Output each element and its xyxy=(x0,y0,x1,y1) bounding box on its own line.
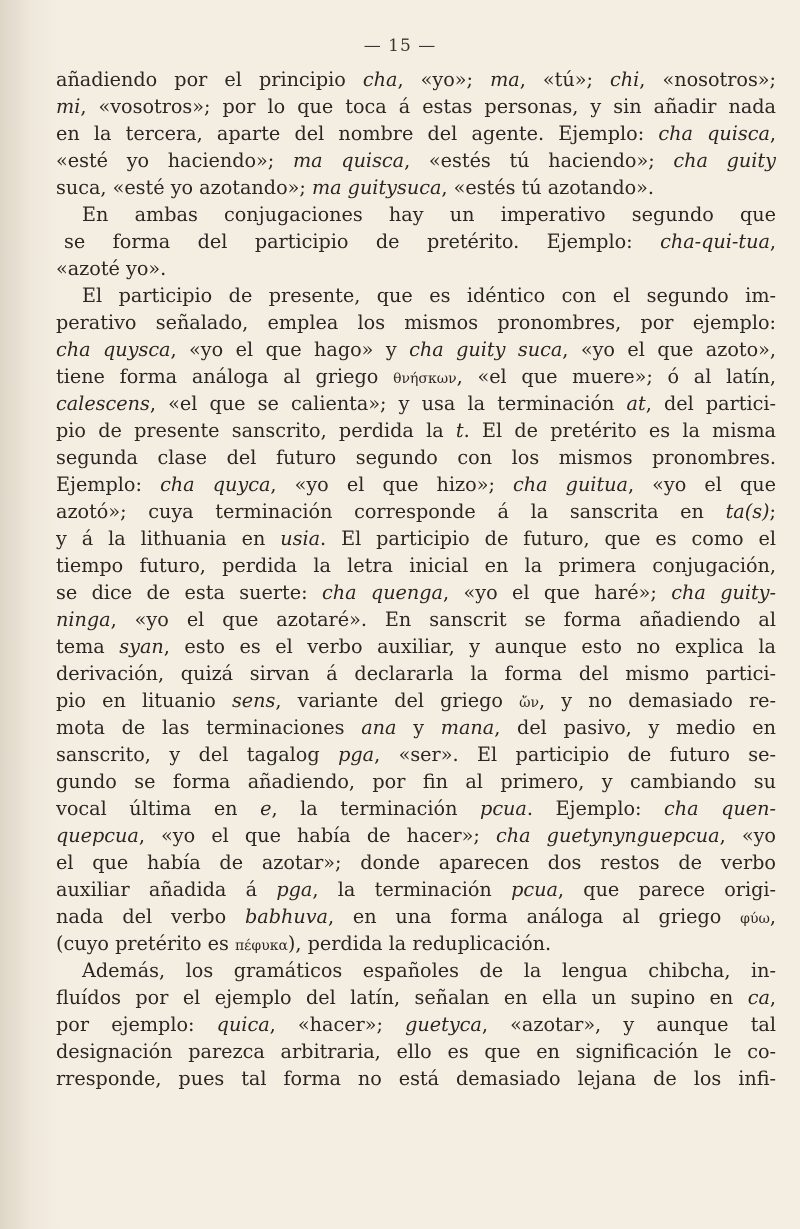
body-text xyxy=(56,66,776,1092)
text-line: mota de las terminaciones ana y mana, del pasivo, y medio en xyxy=(56,716,776,739)
text-line: en la tercera, aparte del nombre del agente. Ejemplo: cha quisca, xyxy=(56,122,776,145)
text-line: nada del verbo babhuva, en una forma análoga al griego φύω, xyxy=(56,905,776,928)
text-line: el que había de azotar»; donde aparecen dos restos de verbo xyxy=(56,851,776,874)
text-line: Además, los gramáticos españoles de la lengua chibcha, in- xyxy=(82,959,776,982)
text-line: ninga, «yo el que azotaré». En sanscrit se forma añadiendo al xyxy=(56,608,776,631)
text-line: Ejemplo: cha quyca, «yo el que hizo»; cha guitua, «yo el que xyxy=(56,473,776,496)
text-line: añadiendo por el principio cha, «yo»; ma, «tú»; chi, «nosotros»; xyxy=(56,68,776,91)
text-line: tiempo futuro, perdida la letra inicial en la primera conjugación, xyxy=(56,554,776,577)
text-line: pio de presente sanscrito, perdida la t. El de pretérito es la misma xyxy=(56,419,776,442)
text-line: En ambas conjugaciones hay un imperativo segundo que xyxy=(82,203,776,226)
text-line: suca, «esté yo azotando»; ma guitysuca, «estés tú azotando». xyxy=(56,176,654,199)
text-line: vocal última en e, la terminación pcua. Ejemplo: cha quen- xyxy=(56,797,776,820)
text-line: rresponde, pues tal forma no está demasiado lejana de los infi- xyxy=(56,1067,776,1090)
text-line: tiene forma análoga al griego θνήσκων, «el que muere»; ó al latín, xyxy=(56,365,776,388)
text-line: auxiliar añadida á pga, la terminación pcua, que parece origi- xyxy=(56,878,776,901)
text-line: se forma del participio de pretérito. Ejemplo: cha-qui-tua, xyxy=(64,230,776,253)
text-line: «azoté yo». xyxy=(56,257,167,280)
text-line: calescens, «el que se calienta»; y usa la terminación at, del partici- xyxy=(56,392,776,415)
text-line: mi, «vosotros»; por lo que toca á estas personas, y sin añadir nada xyxy=(56,95,776,118)
text-line: perativo señalado, emplea los mismos pronombres, por ejemplo: xyxy=(56,311,776,334)
text-line: tema syan, esto es el verbo auxiliar, y aunque esto no explica la xyxy=(56,635,776,658)
page-number: — 15 — xyxy=(363,36,437,56)
text-line: segunda clase del futuro segundo con los mismos pronombres. xyxy=(56,446,776,469)
text-line: y á la lithuania en usia. El participio de futuro, que es como el xyxy=(56,527,776,550)
text-line: derivación, quizá sirvan á declararla la forma del mismo partici- xyxy=(56,662,776,685)
text-line: gundo se forma añadiendo, por fin al primero, y cambiando su xyxy=(56,770,776,793)
text-line: (cuyo pretérito es πέφυκα), perdida la reduplicación. xyxy=(56,932,552,955)
text-line: por ejemplo: quica, «hacer»; guetyca, «azotar», y aunque tal xyxy=(56,1013,776,1036)
text-line: pio en lituanio sens, variante del griego ὤν, y no demasiado re- xyxy=(56,689,776,712)
text-line: se dice de esta suerte: cha quenga, «yo el que haré»; cha guity- xyxy=(56,581,776,604)
text-line: cha quysca, «yo el que hago» y cha guity suca, «yo el que azoto», xyxy=(56,338,776,361)
text-line: «esté yo haciendo»; ma quisca, «estés tú haciendo»; cha guity xyxy=(56,149,776,172)
text-line: sanscrito, y del tagalog pga, «ser». El participio de futuro se- xyxy=(56,743,776,766)
text-line: fluídos por el ejemplo del latín, señalan en ella un supino en ca, xyxy=(56,986,776,1009)
text-line: azotó»; cuya terminación corresponde á la sanscrita en ta(s); xyxy=(56,500,776,523)
text-line: El participio de presente, que es idéntico con el segundo im- xyxy=(82,284,776,307)
text-line: quepcua, «yo el que había de hacer»; cha guetynynguepcua, «yo xyxy=(56,824,776,847)
text-line: designación parezca arbitraria, ello es que en significación le co- xyxy=(56,1040,776,1063)
